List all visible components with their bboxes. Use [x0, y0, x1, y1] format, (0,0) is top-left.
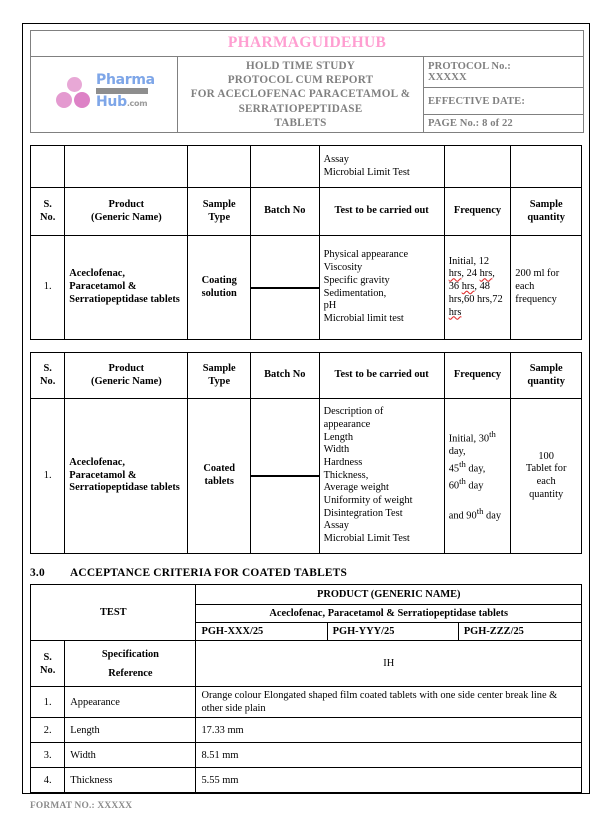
- column-header-sample-quantity-line2: quantity: [527, 375, 565, 387]
- test-item: Uniformity of weight: [323, 495, 413, 507]
- test-item: Length: [323, 431, 354, 443]
- section-3-heading: [30, 567, 582, 579]
- acceptance-row-test: Length: [65, 718, 196, 743]
- test-item: Specific gravity: [323, 274, 390, 286]
- column-header-product-line2: (Generic Name): [91, 211, 162, 223]
- document-title-line-3: FOR ACECLOFENAC PARACETAMOL &: [190, 88, 411, 101]
- carryover-batch-cell: [250, 146, 319, 188]
- column-header-sample-quantity-line2: quantity: [527, 211, 565, 223]
- cell-frequency: Initial, 12 hrs, 24 hrs, 36 hrs, 48 hrs,60 hrs,72 hrs: [444, 236, 511, 340]
- company-logo: [31, 57, 178, 133]
- document-footer: FORMAT NO.: XXXXX: [30, 801, 133, 811]
- cell-sno: 1.: [31, 236, 65, 340]
- column-header-product: [65, 353, 188, 399]
- sample-quantity-line4: quantity: [529, 488, 564, 500]
- acceptance-row-value: 8.51 mm: [196, 743, 582, 768]
- test-item: Physical appearance: [323, 249, 409, 261]
- test-item: Disintegration Test: [323, 507, 403, 519]
- frequency-line-2: day,: [448, 446, 466, 458]
- column-header-sno-line2: No.: [40, 375, 56, 387]
- frequency-line-4: 60th day: [448, 476, 484, 492]
- brand-banner: [31, 31, 584, 57]
- column-header-sno-line1: S.: [43, 362, 52, 374]
- logo-circle-left-icon: [56, 92, 72, 108]
- column-header-sample-type-line1: Sample: [202, 198, 236, 210]
- brand-title: PHARMAGUIDEHUB: [227, 34, 387, 51]
- acceptance-row-value: Orange colour Elongated shaped film coated tablets with one side center break line & other side plain: [196, 687, 582, 718]
- cell-sample-type-line1: Coating: [201, 274, 237, 286]
- column-header-batch-no: Batch No: [250, 353, 319, 399]
- protocol-number-value: XXXXX: [428, 72, 467, 84]
- section-3-title: ACCEPTANCE CRITERIA FOR COATED TABLETS: [70, 567, 348, 579]
- sample-quantity-line3: each: [536, 476, 556, 487]
- logo-circle-top-icon: [67, 77, 82, 92]
- logo-text-dotcom: .com: [126, 99, 148, 108]
- acceptance-row-sno: 1.: [31, 687, 65, 718]
- document-title-line-1: HOLD TIME STUDY: [245, 59, 356, 72]
- table-row-carryover: [31, 146, 582, 188]
- acceptance-criteria-table: [30, 584, 582, 793]
- document-title: [178, 57, 424, 133]
- logo-text-pharma: Pharma: [96, 72, 155, 88]
- acceptance-spec-value: IH: [196, 641, 582, 687]
- carryover-test-line-1: Assay: [323, 153, 349, 165]
- page-number-label: PAGE No.:: [428, 118, 480, 130]
- page-number-cell: [424, 115, 584, 133]
- column-header-sample-type-line2: Type: [208, 211, 231, 223]
- column-header-product-line1: Product: [108, 362, 145, 374]
- document-page-frame: [22, 23, 590, 794]
- test-item: Sedimentation,: [323, 287, 387, 299]
- table-row: [31, 718, 582, 743]
- acceptance-product-name: Aceclofenac, Paracetamol & Serratiopeptidase tablets: [196, 605, 582, 623]
- cell-tests: [319, 399, 444, 554]
- acceptance-spec-header-line1: Specification: [101, 648, 159, 660]
- cell-sample-type: [188, 236, 251, 340]
- frequency-line-blank: [449, 493, 507, 506]
- acceptance-sno-header: [31, 641, 65, 687]
- table-row: [31, 687, 582, 718]
- column-header-sample-type: [188, 188, 251, 236]
- acceptance-row-test: Thickness: [65, 768, 196, 793]
- test-item: Thickness,: [323, 469, 369, 481]
- acceptance-row-test: Appearance: [65, 687, 196, 718]
- column-header-test: Test to be carried out: [319, 353, 444, 399]
- column-header-sample-type-line2: Type: [208, 375, 231, 387]
- table-row: [31, 768, 582, 793]
- column-header-sample-quantity-line1: Sample: [529, 198, 563, 210]
- acceptance-test-header: TEST: [31, 585, 196, 641]
- hold-time-coating-solution-table: [30, 145, 582, 340]
- acceptance-batch-code-2: PGH-YYY/25: [327, 623, 458, 641]
- acceptance-row-sno: 2.: [31, 718, 65, 743]
- sample-quantity-line1: 100: [538, 450, 554, 462]
- acceptance-row-value: 17.33 mm: [196, 718, 582, 743]
- protocol-number-cell: [424, 57, 584, 88]
- frequency-line-5: and 90th day: [448, 505, 502, 522]
- logo-circle-right-icon: [74, 92, 90, 108]
- acceptance-sno-header-line1: S.: [43, 651, 52, 663]
- column-header-sno: [31, 353, 65, 399]
- logo-text-hub: Hub: [96, 94, 127, 110]
- column-header-sample-type: [188, 353, 251, 399]
- test-item: Microbial Limit Test: [323, 533, 410, 545]
- column-header-sno: [31, 188, 65, 236]
- acceptance-spec-header-line2: Reference: [108, 667, 153, 679]
- carryover-frequency-cell: [444, 146, 511, 188]
- test-item: Average weight: [323, 482, 389, 494]
- carryover-sno-cell: [31, 146, 65, 188]
- column-header-frequency: Frequency: [444, 188, 511, 236]
- column-header-product-line1: Product: [108, 198, 145, 210]
- carryover-test-cell: [319, 146, 444, 188]
- cell-sample-type-line1: Coated: [203, 463, 236, 475]
- acceptance-batch-code-3: PGH-ZZZ/25: [458, 623, 581, 641]
- column-header-sample-quantity: [511, 188, 582, 236]
- acceptance-product-header: PRODUCT (GENERIC NAME): [196, 585, 582, 605]
- test-item: Description of: [323, 406, 384, 418]
- test-item: Assay: [323, 520, 349, 532]
- table-row: [31, 236, 582, 340]
- carryover-product-cell: [65, 146, 188, 188]
- cell-batch-no[interactable]: [250, 236, 319, 340]
- acceptance-row-test: Width: [65, 743, 196, 768]
- cell-sample-quantity: 200 ml for each frequency: [511, 236, 582, 340]
- test-item: pH: [323, 300, 337, 312]
- acceptance-row-sno: 3.: [31, 743, 65, 768]
- document-title-line-5: TABLETS: [274, 116, 327, 129]
- protocol-number-label: PROTOCOL No.:: [428, 61, 511, 73]
- acceptance-row-sno: 4.: [31, 768, 65, 793]
- column-header-product-line2: (Generic Name): [91, 375, 162, 387]
- table-row: [31, 743, 582, 768]
- hold-time-coated-tablets-table: [30, 352, 582, 554]
- column-header-batch-no: Batch No: [250, 188, 319, 236]
- carryover-test-line-2: Microbial Limit Test: [323, 166, 410, 178]
- cell-product: Aceclofenac, Paracetamol & Serratiopeptidase tablets: [65, 399, 188, 554]
- cell-sample-type: [188, 399, 251, 554]
- frequency-line-3: 45th day,: [448, 458, 486, 475]
- acceptance-batch-code-1: PGH-XXX/25: [196, 623, 327, 641]
- test-item: Width: [323, 444, 350, 456]
- acceptance-row-value: 5.55 mm: [196, 768, 582, 793]
- cell-sno: 1.: [31, 399, 65, 554]
- table-header-row: [31, 188, 582, 236]
- cell-sample-type-line2: tablets: [204, 476, 234, 487]
- test-item: Hardness: [323, 456, 363, 468]
- effective-date-cell: [424, 88, 584, 115]
- column-header-frequency: Frequency: [444, 353, 511, 399]
- carryover-sample-type-cell: [188, 146, 251, 188]
- acceptance-spec-header: [65, 641, 196, 687]
- acceptance-sno-header-line2: No.: [40, 664, 56, 676]
- column-header-sample-type-line1: Sample: [202, 362, 236, 374]
- cell-product: Aceclofenac, Paracetamol & Serratiopeptidase tablets: [65, 236, 188, 340]
- column-header-product: [65, 188, 188, 236]
- cell-batch-no[interactable]: [250, 399, 319, 554]
- document-title-line-2: PROTOCOL CUM REPORT: [227, 74, 374, 87]
- table-row: [31, 399, 582, 554]
- section-3-number: 3.0: [30, 567, 45, 579]
- column-header-sno-line2: No.: [40, 211, 56, 223]
- frequency-line-1: Initial, 30th: [448, 429, 496, 445]
- acceptance-product-header-row: [31, 585, 582, 605]
- carryover-quantity-cell: [511, 146, 582, 188]
- column-header-sample-quantity: [511, 353, 582, 399]
- column-header-sno-line1: S.: [43, 198, 52, 210]
- column-header-sample-quantity-line1: Sample: [529, 362, 563, 374]
- cell-sample-quantity: [511, 399, 582, 554]
- table-header-row: [31, 353, 582, 399]
- column-header-test: Test to be carried out: [319, 188, 444, 236]
- test-item: Microbial limit test: [323, 312, 404, 324]
- batch-no-slot-2[interactable]: [251, 476, 319, 477]
- cell-frequency: [444, 399, 511, 554]
- cell-tests: [319, 236, 444, 340]
- effective-date-label: EFFECTIVE DATE:: [428, 95, 525, 107]
- acceptance-spec-row: [31, 641, 582, 687]
- page-number-value: 8 of 22: [482, 118, 513, 130]
- document-header-table: [30, 30, 584, 133]
- test-item: appearance: [323, 418, 371, 430]
- document-title-line-4: SERRATIOPEPTIDASE: [238, 102, 363, 115]
- sample-quantity-line2: Tablet for: [525, 463, 567, 475]
- test-item: Viscosity: [323, 262, 363, 274]
- batch-no-slot-2[interactable]: [251, 288, 319, 289]
- cell-sample-type-line2: solution: [201, 287, 237, 299]
